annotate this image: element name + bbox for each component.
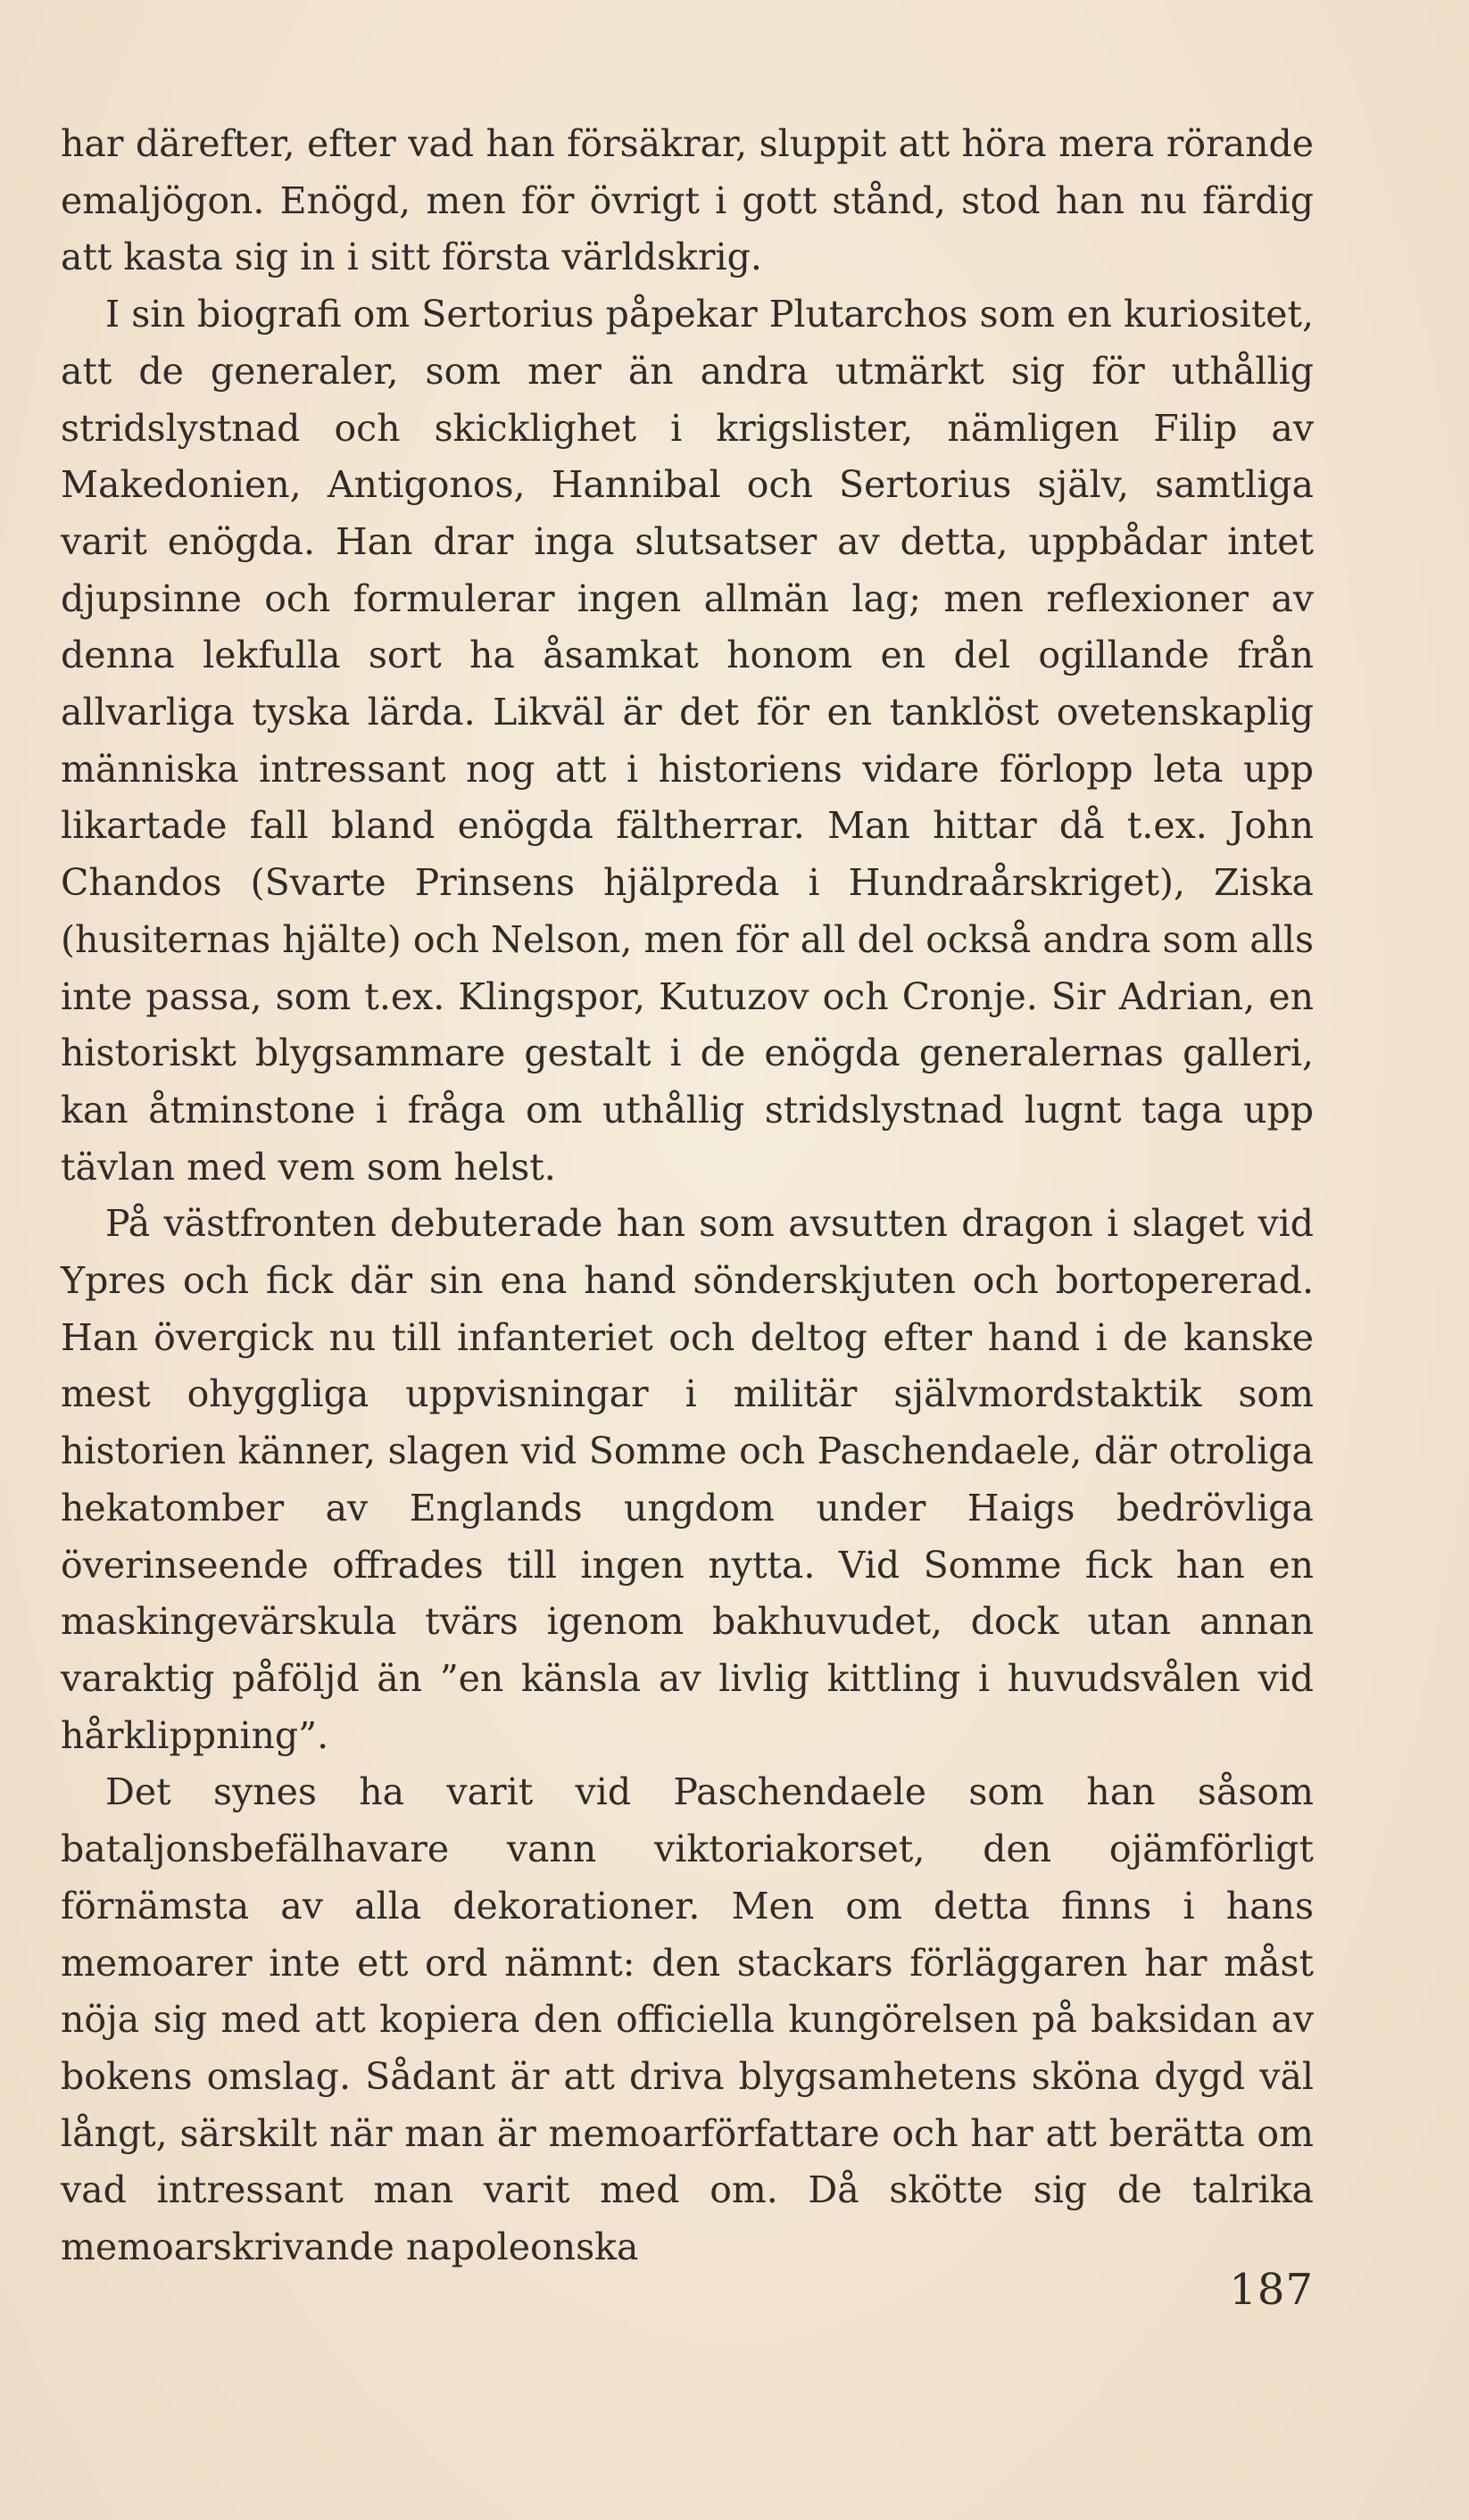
page-number: 187 xyxy=(1229,2265,1314,2315)
paragraph-3: På västfronten debuterade han som avsutten dragon i slaget vid Ypres och fick där sin ena hand sönderskjuten och bortopererad. Han övergick nu till infanteriet och deltog efter hand i de kanske mest ohyggliga uppvisningar i militär självmordstaktik som historien känner, slagen vid Somme och Paschendaele, där otroliga hekatomber av Englands ungdom under Haigs bedrövliga överinseende offrades till ingen nytta. Vid Somme fick han en maskingevärskula tvärs igenom bakhuvudet, dock utan annan varaktig påföljd än ”en känsla av livlig kittling i huvudsvålen vid hårklippning”. xyxy=(61,1202,1314,1757)
page-body xyxy=(61,116,1314,2276)
paragraph-2: I sin biografi om Sertorius påpekar Plutarchos som en kuriositet, att de generaler, som mer än andra utmärkt sig för uthållig stridslystnad och skicklighet i krigslister, nämligen Filip av Makedonien, Antigonos, Hannibal och Sertorius själv, samtliga varit enögda. Han drar inga slutsatser av detta, uppbådar intet djupsinne och formulerar ingen allmän lag; men reflexioner av denna lekfulla sort ha åsamkat honom en del ogillande från allvarliga tyska lärda. Likväl är det för en tanklöst ovetenskaplig människa intressant nog att i historiens vidare förlopp leta upp likartade fall bland enögda fältherrar. Man hittar då t.ex. John Chandos (Svarte Prinsens hjälpreda i Hundraårskriget), Ziska (husiternas hjälte) och Nelson, men för all del också andra som alls inte passa, som t.ex. Klingspor, Kutuzov och Cronje. Sir Adrian, en historiskt blygsammare gestalt i de enögda generalernas galleri, kan åtminstone i fråga om uthållig stridslystnad lugnt taga upp tävlan med vem som helst. xyxy=(61,293,1314,1189)
paragraph-1: har därefter, efter vad han försäkrar, sluppit att höra mera rörande emaljögon. Enögd, men för övrigt i gott stånd, stod han nu färdig att kasta sig in i sitt första världskrig. xyxy=(61,122,1314,279)
paragraph-4: Det synes ha varit vid Paschendaele som han såsom bataljonsbefälhavare vann viktoriakorset, den ojämförligt förnämsta av alla dekorationer. Men om detta finns i hans memoarer inte ett ord nämnt: den stackars förläggaren har måst nöja sig med att kopiera den officiella kungörelsen på baksidan av bokens omslag. Sådant är att driva blygsamhetens sköna dygd väl långt, särskilt när man är memoarförfattare och har att berätta om vad intressant man varit med om. Då skötte sig de talrika memoarskrivande napoleonska xyxy=(61,1770,1314,2269)
